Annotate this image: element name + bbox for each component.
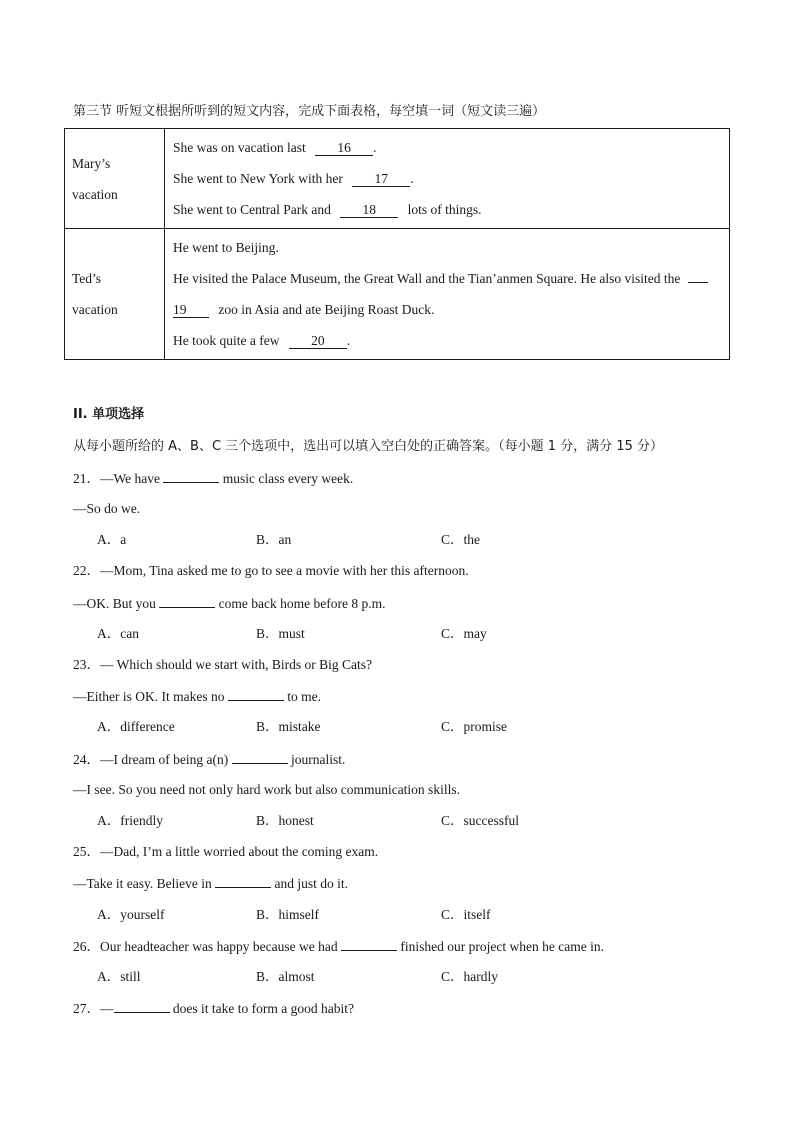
q25-option-c[interactable]: C．itself [441,907,491,922]
question-number: 27． [73,1001,100,1016]
ted-line-2 [173,263,721,294]
mary-line-3-text: She went to Central Park and [173,202,331,217]
question-22-reply [73,594,385,613]
question-23-reply [73,687,321,706]
ted-line-3 [173,294,721,325]
question-text-end: music class every week. [222,471,354,486]
part-2-heading: II. 单项选择 [73,407,145,422]
q24-option-b[interactable]: B．honest [256,813,314,828]
ted-label: Ted’s [72,271,102,286]
mary-line-3 [173,194,721,225]
answer-blank[interactable] [215,874,271,888]
mary-line-3-end: lots of things. [407,202,482,217]
question-text-end: journalist. [290,752,346,767]
ted-line-4: He took quite a few 20 . [173,333,351,348]
question-text-end: finished our project when he came in. [400,939,604,954]
question-text: —I dream of being a(n) [100,752,229,767]
question-number: 21． [73,471,100,486]
reply-text-end: come back home before 8 p.m. [218,596,386,611]
section-3-title: 第三节 听短文根据所听到的短文内容，完成下面表格，每空填一词（短文读三遍） [73,104,546,119]
answer-blank[interactable] [114,999,170,1013]
q21-option-b[interactable]: B．an [256,532,292,547]
blank-20[interactable]: 20 [289,333,347,349]
q21-option-c[interactable]: C．the [441,532,480,547]
q26-option-c[interactable]: C．hardly [441,969,498,984]
mary-content-cell [165,129,730,229]
blank-16[interactable]: 16 [315,140,373,156]
question-21-reply: —So do we. [73,501,141,516]
question-number: 22． [73,563,100,578]
reply-text: —Either is OK. It makes no [73,689,225,704]
q21-option-a[interactable]: A．a [97,532,127,547]
question-number: 24． [73,752,100,767]
ted-line-2-text: He visited the Palace Museum, the Great Wall and the Tian’anmen Square. He also visited the [173,271,681,286]
reply-text: —OK. But you [73,596,156,611]
reply-text-end: to me. [287,689,321,704]
mary-line-2: She went to New York with her 17 . [173,171,414,186]
answer-blank[interactable] [159,594,215,608]
question-number: 25． [73,844,100,859]
q23-option-a[interactable]: A．difference [97,719,175,734]
question-text: —Mom, Tina asked me to go to see a movie with her this afternoon. [100,563,469,578]
answer-blank[interactable] [341,937,397,951]
mary-line-2-text: She went to New York with her [173,171,343,186]
ted-line-3-text: zoo in Asia and ate Beijing Roast Duck. [218,302,435,317]
ted-label-cell [65,229,165,360]
reply-text-end: and just do it. [274,876,349,891]
reply-text: —Take it easy. Believe in [73,876,212,891]
question-23 [73,656,372,674]
q22-option-a[interactable]: A．can [97,626,139,641]
q23-option-b[interactable]: B．mistake [256,719,321,734]
question-24 [73,750,345,769]
answer-blank[interactable] [228,687,284,701]
question-22 [73,562,469,580]
question-24-reply: —I see. So you need not only hard work but also communication skills. [73,782,460,797]
question-25-reply [73,874,348,893]
blank-17[interactable]: 17 [352,171,410,187]
q25-option-b[interactable]: B．himself [256,907,319,922]
blank-19-start [688,268,708,283]
blank-19[interactable]: 19 [173,302,209,318]
ted-content-cell [165,229,730,360]
ted-line-4-text: He took quite a few [173,333,280,348]
ted-label-vacation: vacation [72,302,118,317]
q22-option-c[interactable]: C．may [441,626,487,641]
q22-option-b[interactable]: B．must [256,626,305,641]
question-text-end: does it take to form a good habit? [172,1001,354,1016]
question-text: Our headteacher was happy because we had [100,939,338,954]
mary-label: Mary’s [72,155,111,171]
mary-label-vacation: vacation [72,186,118,202]
blank-18[interactable]: 18 [340,202,398,218]
question-25 [73,843,378,861]
question-text: —We have [100,471,161,486]
question-text: — [100,1001,114,1016]
ted-line-1: He went to Beijing. [173,240,279,255]
part-2-instruction: 从每小题所给的 A、B、C 三个选项中，选出可以填入空白处的正确答案。（每小题 1 分，满分 15 分） [73,439,663,454]
table-row-mary [65,129,730,229]
question-27 [73,999,354,1018]
q26-option-b[interactable]: B．almost [256,969,315,984]
answer-blank[interactable] [163,469,219,483]
question-number: 23． [73,657,100,672]
question-21 [73,469,353,488]
mary-line-1-text: She was on vacation last [173,140,306,155]
mary-label-cell [65,129,165,229]
table-row-ted [65,229,730,360]
q26-option-a[interactable]: A．still [97,969,141,984]
question-26 [73,937,604,956]
question-text: — Which should we start with, Birds or Big Cats? [100,657,372,672]
listening-table [64,128,730,360]
answer-blank[interactable] [232,750,288,764]
q24-option-c[interactable]: C．successful [441,813,519,828]
question-number: 26． [73,939,100,954]
mary-line-1: She was on vacation last 16 . [173,140,377,155]
q25-option-a[interactable]: A．yourself [97,907,165,922]
q24-option-a[interactable]: A．friendly [97,813,163,828]
question-text: —Dad, I’m a little worried about the coming exam. [100,844,379,859]
q23-option-c[interactable]: C．promise [441,719,507,734]
